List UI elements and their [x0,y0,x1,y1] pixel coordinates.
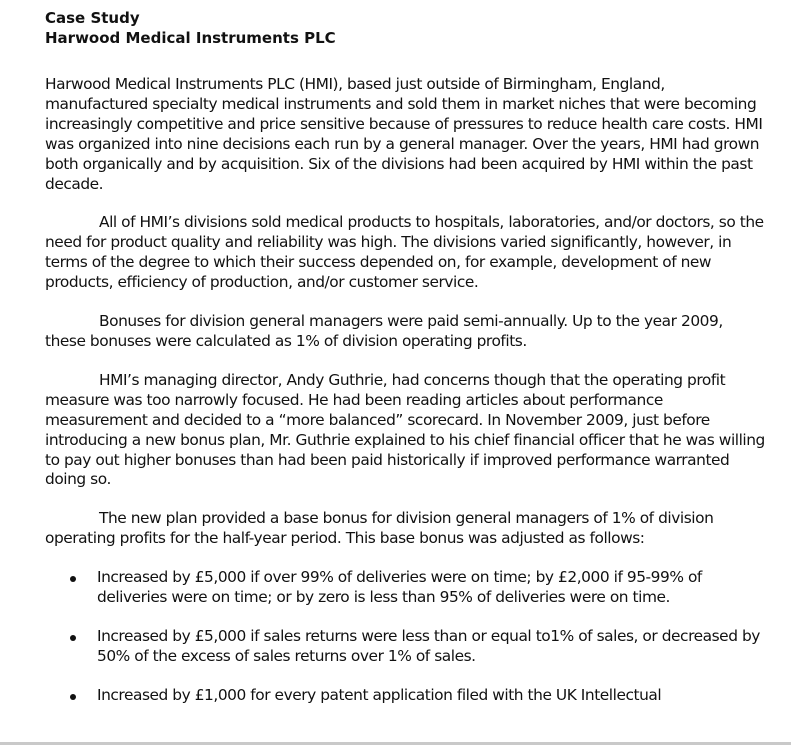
document-page [45,8,765,725]
list-item [45,686,765,706]
case-study-label: Case Study [45,9,140,27]
paragraph-divisions: All of HMI’s divisions sold medical products to hospitals, laboratories, and/or doctors, so the need for product quality and reliability was high. The divisions varied significantly, however, in terms of the degree to which their success depended on, for example, development of new products, efficiency of production, and/or customer service. [45,213,764,292]
bonus-adjustment-list [45,568,765,706]
paragraph-new-plan: The new plan provided a base bonus for division general managers of 1% of division operating profits for the half-year period. This base bonus was adjusted as follows: [45,509,714,548]
bullet-icon [70,635,76,641]
list-item [45,627,765,667]
list-item-text: Increased by £5,000 if sales returns were less than or equal to1% of sales, or decreased by 50% of the excess of sales returns over 1% of sales. [97,626,760,665]
bullet-icon [70,576,76,582]
bullet-icon [70,694,76,700]
list-item-text: Increased by £5,000 if over 99% of deliveries were on time; by £2,000 if 95-99% of deliveries were on time; or by zero is less than 95% of deliveries were on time. [97,568,702,607]
paragraph-bonuses: Bonuses for division general managers were paid semi-annually. Up to the year 2009, these bonuses were calculated as 1% of division operating profits. [45,312,723,350]
list-item [45,568,765,608]
list-item-text: Increased by £1,000 for every patent application filed with the UK Intellectual [97,685,662,704]
paragraph-intro: Harwood Medical Instruments PLC (HMI), based just outside of Birmingham, England, manufactured specialty medical instruments and sold them in market niches that were becoming increasingly competitive and price sensitive because of pressures to reduce health care costs. HMI was organized into nine decisions each run by a general manager. Over the years, HMI had grown both organically and by acquisition. Six of the divisions had been acquired by HMI within the past decade. [45,75,763,193]
case-title: Harwood Medical Instruments PLC [45,29,336,47]
paragraph-managing-director: HMI’s managing director, Andy Guthrie, had concerns though that the operating profit measure was too narrowly focused. He had been reading articles about performance measurement and decided to a “more balanced” scorecard. In November 2009, just before introducing a new bonus plan, Mr. Guthrie explained to his chief financial officer that he was willing to pay out higher bonuses than had been paid historically if improved performance warranted doing so. [45,370,765,489]
